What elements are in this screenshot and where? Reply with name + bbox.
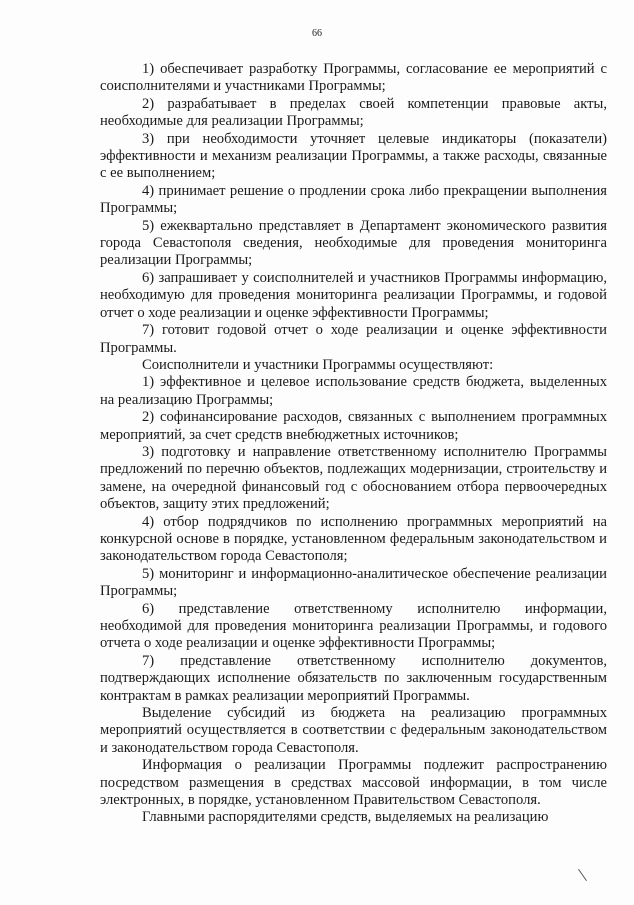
pen-mark xyxy=(578,869,587,881)
paragraph-14: 6) представление ответственному исполнителю информации, необходимой для проведения мониторинга реализации Программы, и годового отчета о ходе реализации и оценке эффективности Программы; xyxy=(100,600,607,652)
paragraph-5: 5) ежеквартально представляет в Департамент экономического развития города Севастополя сведения, необходимые для проведения мониторинга реализации Программы; xyxy=(100,217,607,269)
paragraph-8: Соисполнители и участники Программы осуществляют: xyxy=(142,356,494,373)
paragraph-1: 1) обеспечивает разработку Программы, согласование ее мероприятий с соисполнителями и участниками Программы; xyxy=(100,61,607,95)
paragraph-11: 3) подготовку и направление ответственному исполнителю Программы предложений по перечню объектов, подлежащих модернизации, строительству и замене, на очередной финансовый год с обоснованием отбора первоочередных объектов, защиту этих предложений; xyxy=(100,443,607,513)
paragraph-16: Выделение субсидий из бюджета на реализацию программных мероприятий осуществляется в соответствии с федеральным законодательством и законодательством города Севастополя. xyxy=(100,705,607,756)
page-number: 66 xyxy=(312,28,322,39)
paragraph-12: 4) отбор подрядчиков по исполнению программных мероприятий на конкурсной основе в порядке, установленном федеральным законодательством и законодательством города Севастополя; xyxy=(100,513,607,565)
paragraph-13: 5) мониторинг и информационно-аналитическое обеспечение реализации Программы; xyxy=(100,565,607,600)
paragraph-4: 4) принимает решение о продлении срока либо прекращении выполнения Программы; xyxy=(100,182,607,217)
paragraph-3: 3) при необходимости уточняет целевые индикаторы (показатели) эффективности и механизм реализации Программы, а также расходы, связанные с ее выполнением; xyxy=(100,130,607,182)
paragraph-10: 2) софинансирование расходов, связанных с выполнением программных мероприятий, за счет средств внебюджетных источников; xyxy=(100,409,607,443)
paragraph-18: Главными распорядителями средств, выделяемых на реализацию xyxy=(142,809,549,826)
paragraph-17: Информация о реализации Программы подлежит распространению посредством размещения в средствах массовой информации, в том числе электронных, в порядке, установленном Правительством Севастополя. xyxy=(100,757,607,809)
paragraph-9: 1) эффективное и целевое использование средств бюджета, выделенных на реализацию Программы; xyxy=(100,374,607,408)
paragraph-15: 7) представление ответственному исполнителю документов, подтверждающих исполнение обязательств по заключенным государственным контрактам в рамках реализации мероприятий Программы. xyxy=(100,652,607,704)
paragraph-7: 7) готовит годовой отчет о ходе реализации и оценке эффективности Программы. xyxy=(100,322,607,356)
paragraph-2: 2) разрабатывает в пределах своей компетенции правовые акты, необходимые для реализации Программы; xyxy=(100,95,607,130)
paragraph-6: 6) запрашивает у соисполнителей и участников Программы информацию, необходимую для проведения мониторинга реализации Программы, и годовой отчет о ходе реализации и оценке эффективности Программы; xyxy=(100,269,607,321)
body-text xyxy=(100,61,607,827)
